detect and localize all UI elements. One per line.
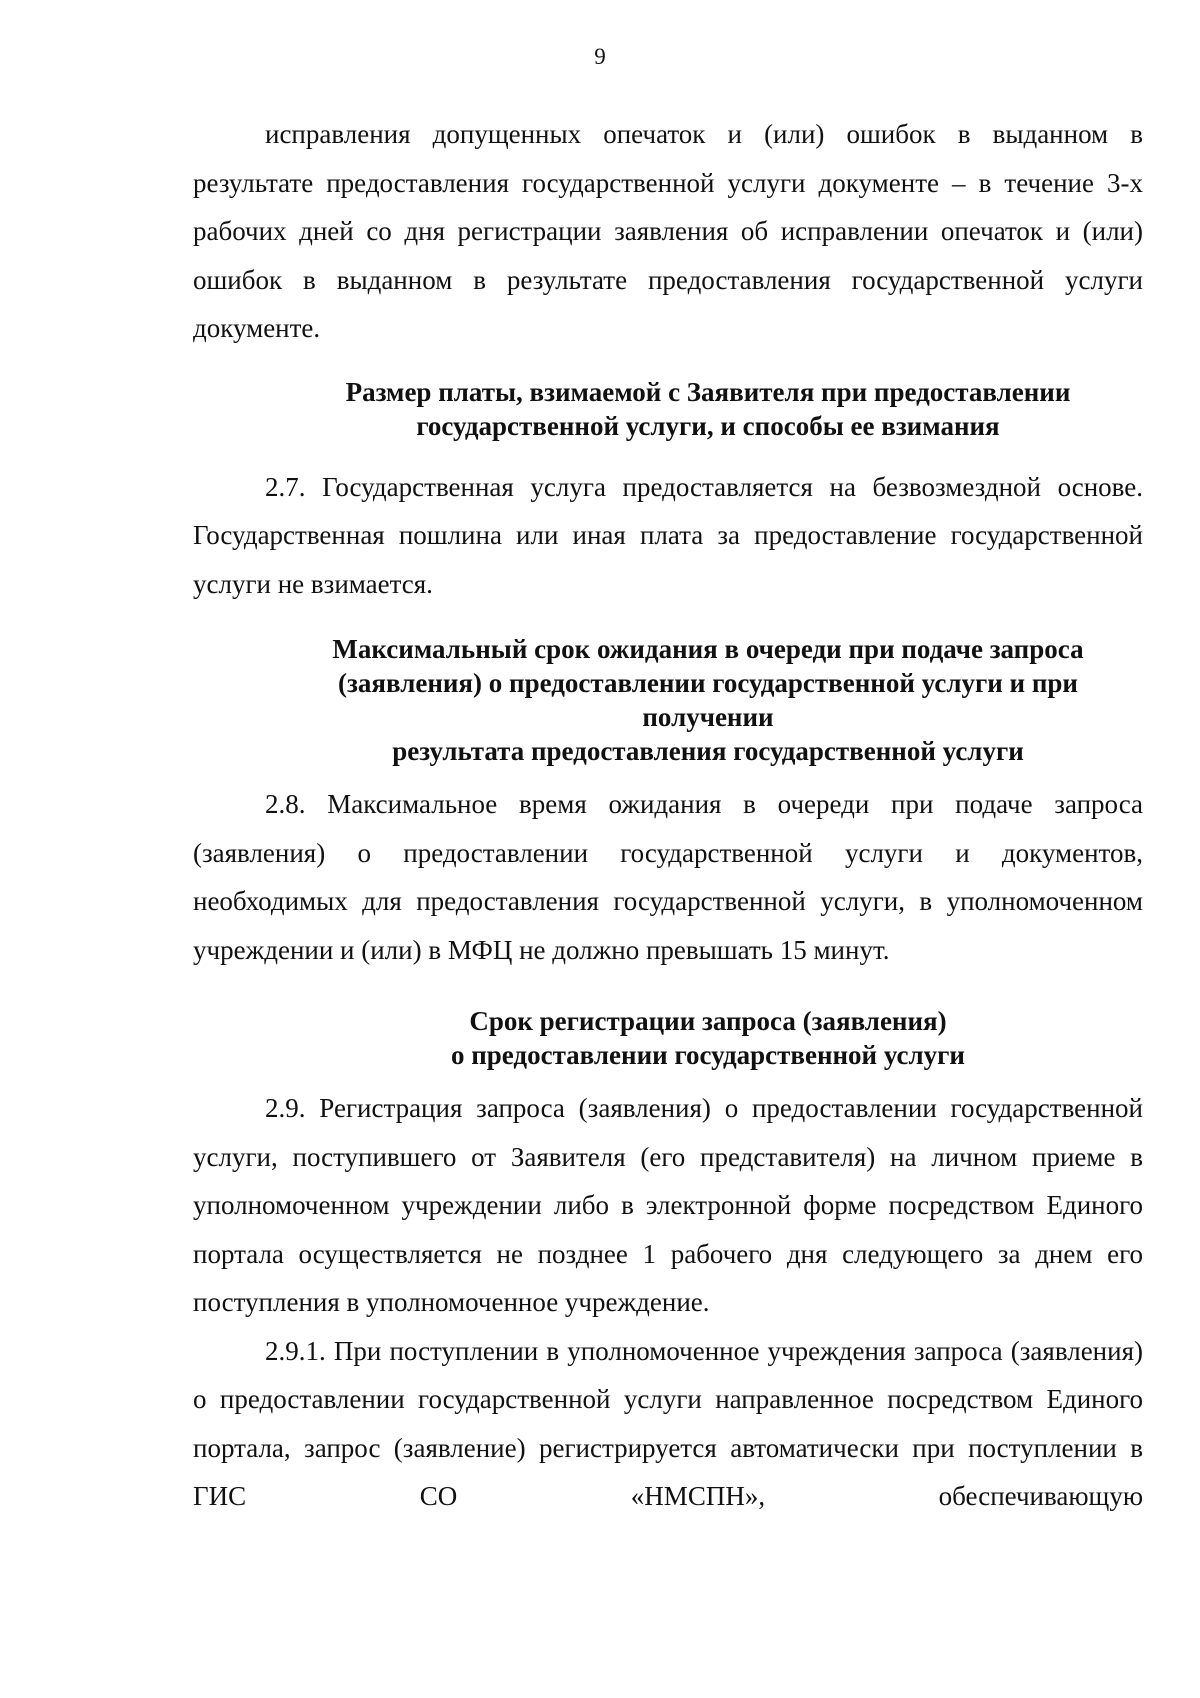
paragraph-2-9-1: 2.9.1. При поступлении в уполномоченное учреждения запроса (заявления) о предоставлении государственной услуги направленное посредством Единого портала, запрос (заявление) регистрируется автоматически при поступлении в ГИС СО «НМСПН», обеспечивающую — [193, 1335, 1143, 1511]
heading-fee — [193, 375, 1143, 443]
heading-queue — [193, 632, 1143, 768]
heading-registration-line-1: Срок регистрации запроса (заявления) — [469, 1006, 947, 1036]
heading-queue-line-1: Максимальный срок ожидания в очереди при подаче запроса — [332, 634, 1084, 664]
heading-registration — [193, 1004, 1143, 1072]
paragraph-continued: исправления допущенных опечаток и (или) ошибок в выданном в результате предоставления государственной услуги документе – в течение 3-х рабочих дней со дня регистрации заявления об исправлении опечаток и (или) ошибок в выданном в результате предоставления государственной услуги документе. — [193, 119, 1143, 343]
heading-fee-line-1: Размер платы, взимаемой с Заявителя при предоставлении — [345, 376, 1071, 407]
heading-queue-line-3: результата предоставления государственной услуги — [392, 736, 1024, 766]
page-number: 9 — [594, 44, 606, 69]
heading-fee-line-2: государственной услуги, и способы ее взимания — [416, 410, 1000, 441]
document-body — [193, 110, 1143, 1521]
paragraph-2-7: 2.7. Государственная услуга предоставляется на безвозмездной основе. Государственная пошлина или иная плата за предоставление государственной услуги не взимается. — [193, 471, 1143, 599]
heading-queue-line-2: (заявления) о предоставлении государственной услуги и при получении — [338, 668, 1078, 732]
paragraph-2-9: 2.9. Регистрация запроса (заявления) о предоставлении государственной услуги, поступившего от Заявителя (его представителя) на личном приеме в уполномоченном учреждении либо в электронной форме посредством Единого портала осуществляется не позднее 1 рабочего дня следующего за днем его поступления в уполномоченное учреждение. — [193, 1093, 1143, 1317]
heading-registration-line-2: о предоставлении государственной услуги — [450, 1040, 965, 1070]
paragraph-2-8: 2.8. Максимальное время ожидания в очереди при подаче запроса (заявления) о предоставлении государственной услуги и документов, необходимых для предоставления государственной услуги, в уполномоченном учреждении и (или) в МФЦ не должно превышать 15 минут. — [193, 789, 1143, 965]
